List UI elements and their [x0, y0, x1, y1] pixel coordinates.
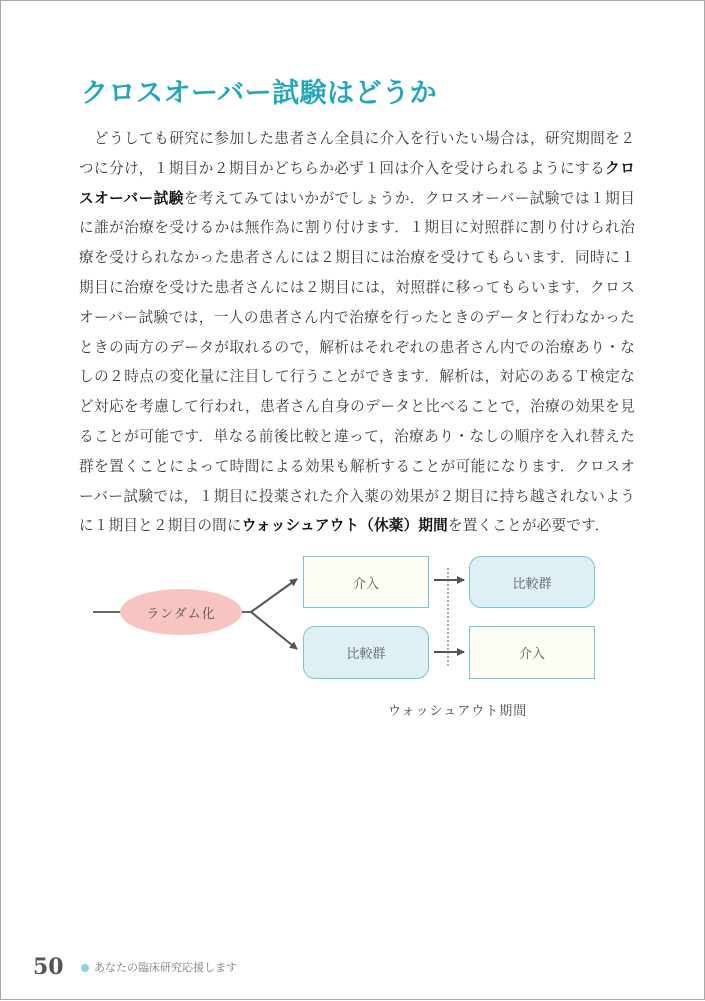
bold-term: クロスオーバー試験 — [79, 159, 635, 207]
period1-intervention-box: 介入 — [303, 556, 429, 608]
text-run: を考えてみてはいかがでしょうか．クロスオーバー試験では１期目に誰が治療を受けるかは無作為に割り付けます．１期目に対照群に割り付けられ治療を受けられなかった患者さんには２期目には治療を受けてもらいます．同時に１期目に治療を受けた患者さんには２期目には，対照群に移ってもらいます．クロスオーバー試験では，一人の患者さん内で治療を行ったときのデータと行わなかったときの両方のデータが取れるので，解析はそれぞれの患者さん内での治療あり・なしの２時点の変化量に注目して行うことができます．解析は，対応のあるＴ検定など対応を考慮して行われ，患者さん自身のデータと比べることで，治療の効果を見ることが可能です．単なる前後比較と違って，治療あり・なしの順序を入れ替えた群を置くことによって時間による効果も解析することが可能になります．クロスオーバー試験では，１期目に投薬された介入薬の効果が２期目に持ち越されないように１期目と２期目の間に — [79, 189, 636, 535]
washout-label: ウォッシュアウト期間 — [388, 704, 528, 719]
arrow-to-period1-bottom — [251, 612, 297, 649]
bold-term: ウォッシュアウト（休薬）期間 — [241, 517, 448, 535]
arrow-to-period1-top — [251, 579, 297, 612]
period2-intervention-box: 介入 — [469, 626, 595, 679]
page-number: 50 — [33, 954, 64, 980]
running-title: あなたの臨床研究応援します — [94, 961, 237, 974]
text-run: どうしても研究に参加した患者さん全員に介入を行いたい場合は，研究期間を２つに分け，１期目か２期目かどちらか必ず１回は介入を受けられるようにする — [79, 130, 635, 177]
section-title: クロスオーバー試験はどうか — [81, 78, 438, 109]
body-paragraph — [79, 124, 635, 541]
bullet-dot-icon — [81, 964, 89, 972]
period2-comparison-box: 比較群 — [469, 556, 595, 608]
randomization-node: ランダム化 — [120, 589, 242, 635]
text-run: を置くことが必要です． — [447, 517, 610, 535]
period1-comparison-box: 比較群 — [303, 626, 429, 679]
